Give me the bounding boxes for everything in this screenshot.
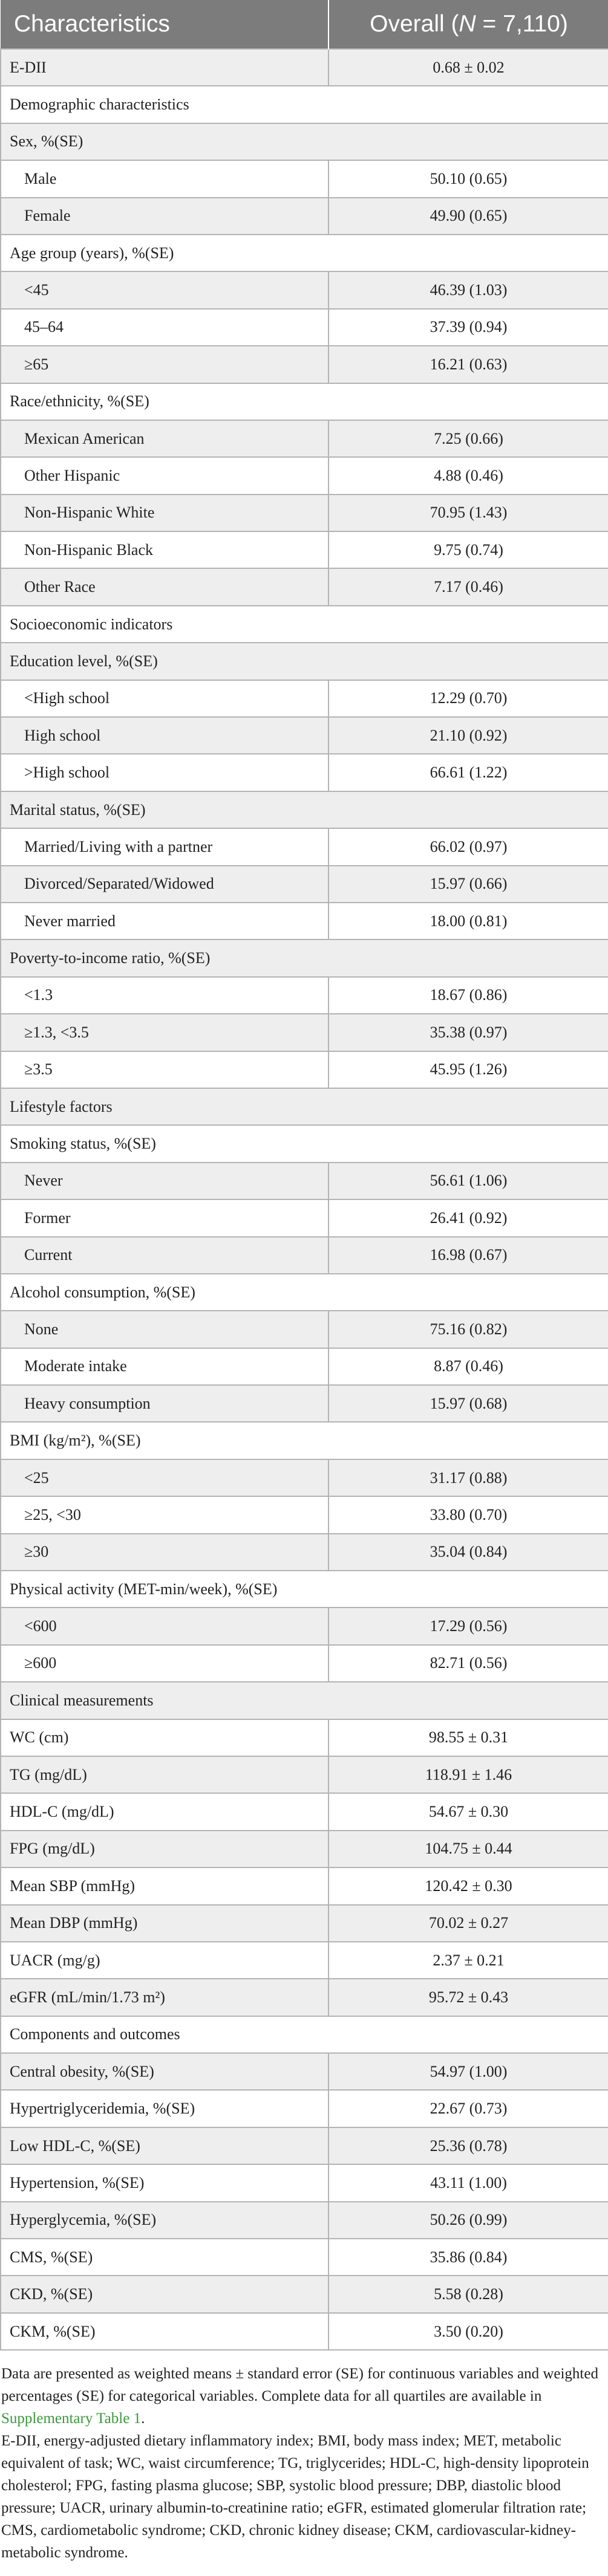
- row-label: Never married: [1, 903, 329, 939]
- table-row: [1, 828, 608, 865]
- header-overall-suffix: = 7,110): [476, 11, 568, 37]
- section-heading: Marital status, %(SE): [1, 791, 608, 828]
- row-label: ≥65: [1, 346, 329, 383]
- row-value: 70.95 (1.43): [329, 495, 608, 531]
- table-row: [1, 160, 608, 197]
- row-label: ≥1.3, <3.5: [1, 1014, 329, 1051]
- row-value: 43.11 (1.00): [329, 2164, 608, 2201]
- table-row: [1, 198, 608, 235]
- section-heading: BMI (kg/m²), %(SE): [1, 1422, 608, 1459]
- table-row: [1, 2164, 608, 2201]
- table-row: [1, 383, 608, 420]
- row-label: E-DII: [1, 49, 329, 86]
- row-label: Hyperglycemia, %(SE): [1, 2202, 329, 2239]
- row-label: Heavy consumption: [1, 1385, 329, 1422]
- table-row: [1, 1311, 608, 1348]
- row-label: <600: [1, 1608, 329, 1644]
- section-heading: Age group (years), %(SE): [1, 235, 608, 271]
- table-row: [1, 309, 608, 346]
- table-row: [1, 495, 608, 531]
- row-label: CKD, %(SE): [1, 2276, 329, 2312]
- footnote-note-end: .: [141, 2410, 145, 2427]
- row-label: Other Race: [1, 568, 329, 605]
- table-row: [1, 1942, 608, 1979]
- table-row: [1, 1682, 608, 1719]
- section-heading: Components and outcomes: [1, 2016, 608, 2053]
- table-row: [1, 1867, 608, 1904]
- row-value: 5.58 (0.28): [329, 2276, 608, 2312]
- row-value: 33.80 (0.70): [329, 1496, 608, 1533]
- table-row: [1, 1422, 608, 1459]
- section-heading: Smoking status, %(SE): [1, 1125, 608, 1162]
- row-value: 35.04 (0.84): [329, 1534, 608, 1571]
- row-value: 54.67 ± 0.30: [329, 1793, 608, 1830]
- header-overall: [329, 0, 608, 49]
- row-label: ≥600: [1, 1645, 329, 1682]
- row-value: 66.61 (1.22): [329, 754, 608, 791]
- section-heading: Clinical measurements: [1, 1682, 608, 1719]
- row-label: <45: [1, 271, 329, 308]
- table-row: [1, 717, 608, 754]
- table-row: [1, 977, 608, 1014]
- table-row: [1, 1051, 608, 1088]
- row-label: TG (mg/dL): [1, 1756, 329, 1793]
- row-label: ≥25, <30: [1, 1496, 329, 1533]
- row-label: Never: [1, 1163, 329, 1199]
- row-value: 26.41 (0.92): [329, 1199, 608, 1236]
- table-row: [1, 754, 608, 791]
- row-value: 22.67 (0.73): [329, 2090, 608, 2127]
- table-row: [1, 939, 608, 976]
- table-row: [1, 1756, 608, 1793]
- row-label: UACR (mg/g): [1, 1942, 329, 1979]
- row-label: HDL-C (mg/dL): [1, 1793, 329, 1830]
- row-label: ≥30: [1, 1534, 329, 1571]
- row-value: 4.88 (0.46): [329, 457, 608, 494]
- row-label: Mean SBP (mmHg): [1, 1867, 329, 1904]
- row-label: High school: [1, 717, 329, 754]
- row-value: 17.29 (0.56): [329, 1608, 608, 1644]
- table-row: [1, 235, 608, 271]
- row-value: 75.16 (0.82): [329, 1311, 608, 1348]
- table-row: [1, 1534, 608, 1571]
- section-heading: Alcohol consumption, %(SE): [1, 1274, 608, 1311]
- table-row: [1, 1125, 608, 1162]
- row-value: 37.39 (0.94): [329, 309, 608, 346]
- row-value: 9.75 (0.74): [329, 531, 608, 568]
- section-heading: Race/ethnicity, %(SE): [1, 383, 608, 420]
- row-label: <High school: [1, 680, 329, 717]
- table-body: [1, 49, 608, 2350]
- row-label: eGFR (mL/min/1.73 m²): [1, 1979, 329, 2016]
- row-label: ≥3.5: [1, 1051, 329, 1088]
- row-label: CMS, %(SE): [1, 2239, 329, 2276]
- table-row: [1, 457, 608, 494]
- row-label: Hypertension, %(SE): [1, 2164, 329, 2201]
- row-label: FPG (mg/dL): [1, 1831, 329, 1867]
- table-row: [1, 1274, 608, 1311]
- table-row: [1, 1496, 608, 1533]
- table-row: [1, 1793, 608, 1830]
- row-label: Other Hispanic: [1, 457, 329, 494]
- table-row: [1, 903, 608, 939]
- table-row: [1, 1979, 608, 2016]
- section-heading: Education level, %(SE): [1, 643, 608, 680]
- table-row: [1, 2016, 608, 2053]
- row-label: <25: [1, 1459, 329, 1496]
- row-value: 70.02 ± 0.27: [329, 1905, 608, 1942]
- section-heading: Lifestyle factors: [1, 1088, 608, 1125]
- row-value: 98.55 ± 0.31: [329, 1719, 608, 1756]
- row-value: 18.00 (0.81): [329, 903, 608, 939]
- table-row: [1, 1088, 608, 1125]
- row-value: 120.42 ± 0.30: [329, 1867, 608, 1904]
- table-row: [1, 49, 608, 86]
- footnote-data-note: [1, 2363, 598, 2430]
- table-row: [1, 2313, 608, 2350]
- table-header-row: [1, 0, 608, 49]
- table-row: [1, 1645, 608, 1682]
- table-row: [1, 2127, 608, 2164]
- header-overall-n: N: [459, 11, 476, 37]
- row-label: Male: [1, 160, 329, 197]
- table-row: [1, 1719, 608, 1756]
- row-value: 15.97 (0.66): [329, 866, 608, 903]
- row-value: 16.21 (0.63): [329, 346, 608, 383]
- row-label: <1.3: [1, 977, 329, 1014]
- table-row: [1, 86, 608, 123]
- supplementary-table-link[interactable]: Supplementary Table 1: [1, 2410, 142, 2427]
- row-value: 31.17 (0.88): [329, 1459, 608, 1496]
- table-row: [1, 1237, 608, 1274]
- table-footnote: [0, 2351, 608, 2564]
- footnote-note-text: Data are presented as weighted means ± standard error (SE) for continuous variables and weighted percentages (SE) for categorical variables. Complete data for all quartiles are available in: [1, 2366, 598, 2405]
- row-label: Mexican American: [1, 420, 329, 457]
- table-row: [1, 2053, 608, 2090]
- table-row: [1, 531, 608, 568]
- row-value: 8.87 (0.46): [329, 1348, 608, 1385]
- header-overall-prefix: Overall (: [370, 11, 459, 37]
- row-value: 16.98 (0.67): [329, 1237, 608, 1274]
- row-label: CKM, %(SE): [1, 2313, 329, 2350]
- row-label: Hypertriglyceridemia, %(SE): [1, 2090, 329, 2127]
- table-row: [1, 1571, 608, 1608]
- row-label: Moderate intake: [1, 1348, 329, 1385]
- row-label: Current: [1, 1237, 329, 1274]
- row-value: 21.10 (0.92): [329, 717, 608, 754]
- row-value: 49.90 (0.65): [329, 198, 608, 235]
- table-row: [1, 1163, 608, 1199]
- row-value: 3.50 (0.20): [329, 2313, 608, 2350]
- table-row: [1, 420, 608, 457]
- row-value: 35.38 (0.97): [329, 1014, 608, 1051]
- row-label: Central obesity, %(SE): [1, 2053, 329, 2090]
- row-value: 0.68 ± 0.02: [329, 49, 608, 86]
- row-value: 118.91 ± 1.46: [329, 1756, 608, 1793]
- row-value: 12.29 (0.70): [329, 680, 608, 717]
- row-label: Married/Living with a partner: [1, 828, 329, 865]
- table-row: [1, 643, 608, 680]
- row-value: 50.10 (0.65): [329, 160, 608, 197]
- row-value: 50.26 (0.99): [329, 2202, 608, 2239]
- table-row: [1, 1459, 608, 1496]
- row-label: Former: [1, 1199, 329, 1236]
- table-row: [1, 1014, 608, 1051]
- footnote-abbreviations: E-DII, energy-adjusted dietary inflammatory index; BMI, body mass index; MET, metabolic equivalent of task; WC, waist circumference; TG, triglycerides; HDL-C, high-density lipoprotein cholesterol; FPG, fasting plasma glucose; SBP, systolic blood pressure; DBP, diastolic blood pressure; UACR, urinary albumin-to-creatinine ratio; eGFR, estimated glomerular filtration rate; CMS, cardiometabolic syndrome; CKD, chronic kidney disease; CKM, cardiovascular-kidney-metabolic syndrome.: [1, 2433, 589, 2561]
- row-label: WC (cm): [1, 1719, 329, 1756]
- row-value: 25.36 (0.78): [329, 2127, 608, 2164]
- row-value: 95.72 ± 0.43: [329, 1979, 608, 2016]
- row-label: None: [1, 1311, 329, 1348]
- row-value: 15.97 (0.68): [329, 1385, 608, 1422]
- row-value: 7.17 (0.46): [329, 568, 608, 605]
- row-label: Low HDL-C, %(SE): [1, 2127, 329, 2164]
- row-value: 54.97 (1.00): [329, 2053, 608, 2090]
- row-value: 56.61 (1.06): [329, 1163, 608, 1199]
- row-value: 45.95 (1.26): [329, 1051, 608, 1088]
- table-row: [1, 123, 608, 160]
- section-heading: Poverty-to-income ratio, %(SE): [1, 939, 608, 976]
- table-row: [1, 606, 608, 643]
- table-row: [1, 2276, 608, 2312]
- row-value: 35.86 (0.84): [329, 2239, 608, 2276]
- table-row: [1, 271, 608, 308]
- table-row: [1, 1199, 608, 1236]
- row-value: 82.71 (0.56): [329, 1645, 608, 1682]
- table-row: [1, 680, 608, 717]
- section-heading: Socioeconomic indicators: [1, 606, 608, 643]
- table-row: [1, 2202, 608, 2239]
- row-label: Non-Hispanic Black: [1, 531, 329, 568]
- section-heading: Sex, %(SE): [1, 123, 608, 160]
- row-value: 104.75 ± 0.44: [329, 1831, 608, 1867]
- row-value: 18.67 (0.86): [329, 977, 608, 1014]
- table-row: [1, 2239, 608, 2276]
- row-value: 2.37 ± 0.21: [329, 1942, 608, 1979]
- header-characteristics: Characteristics: [1, 0, 329, 49]
- section-heading: Physical activity (MET-min/week), %(SE): [1, 1571, 608, 1608]
- row-value: 66.02 (0.97): [329, 828, 608, 865]
- table-row: [1, 1348, 608, 1385]
- table-row: [1, 1831, 608, 1867]
- row-label: 45–64: [1, 309, 329, 346]
- table-row: [1, 2090, 608, 2127]
- table-row: [1, 791, 608, 828]
- table-row: [1, 866, 608, 903]
- row-label: Female: [1, 198, 329, 235]
- row-value: 7.25 (0.66): [329, 420, 608, 457]
- table-row: [1, 1905, 608, 1942]
- table-row: [1, 1608, 608, 1644]
- row-value: 46.39 (1.03): [329, 271, 608, 308]
- row-label: Mean DBP (mmHg): [1, 1905, 329, 1942]
- row-label: >High school: [1, 754, 329, 791]
- row-label: Non-Hispanic White: [1, 495, 329, 531]
- row-label: Divorced/Separated/Widowed: [1, 866, 329, 903]
- section-heading: Demographic characteristics: [1, 86, 608, 123]
- table-row: [1, 568, 608, 605]
- table-row: [1, 1385, 608, 1422]
- table-row: [1, 346, 608, 383]
